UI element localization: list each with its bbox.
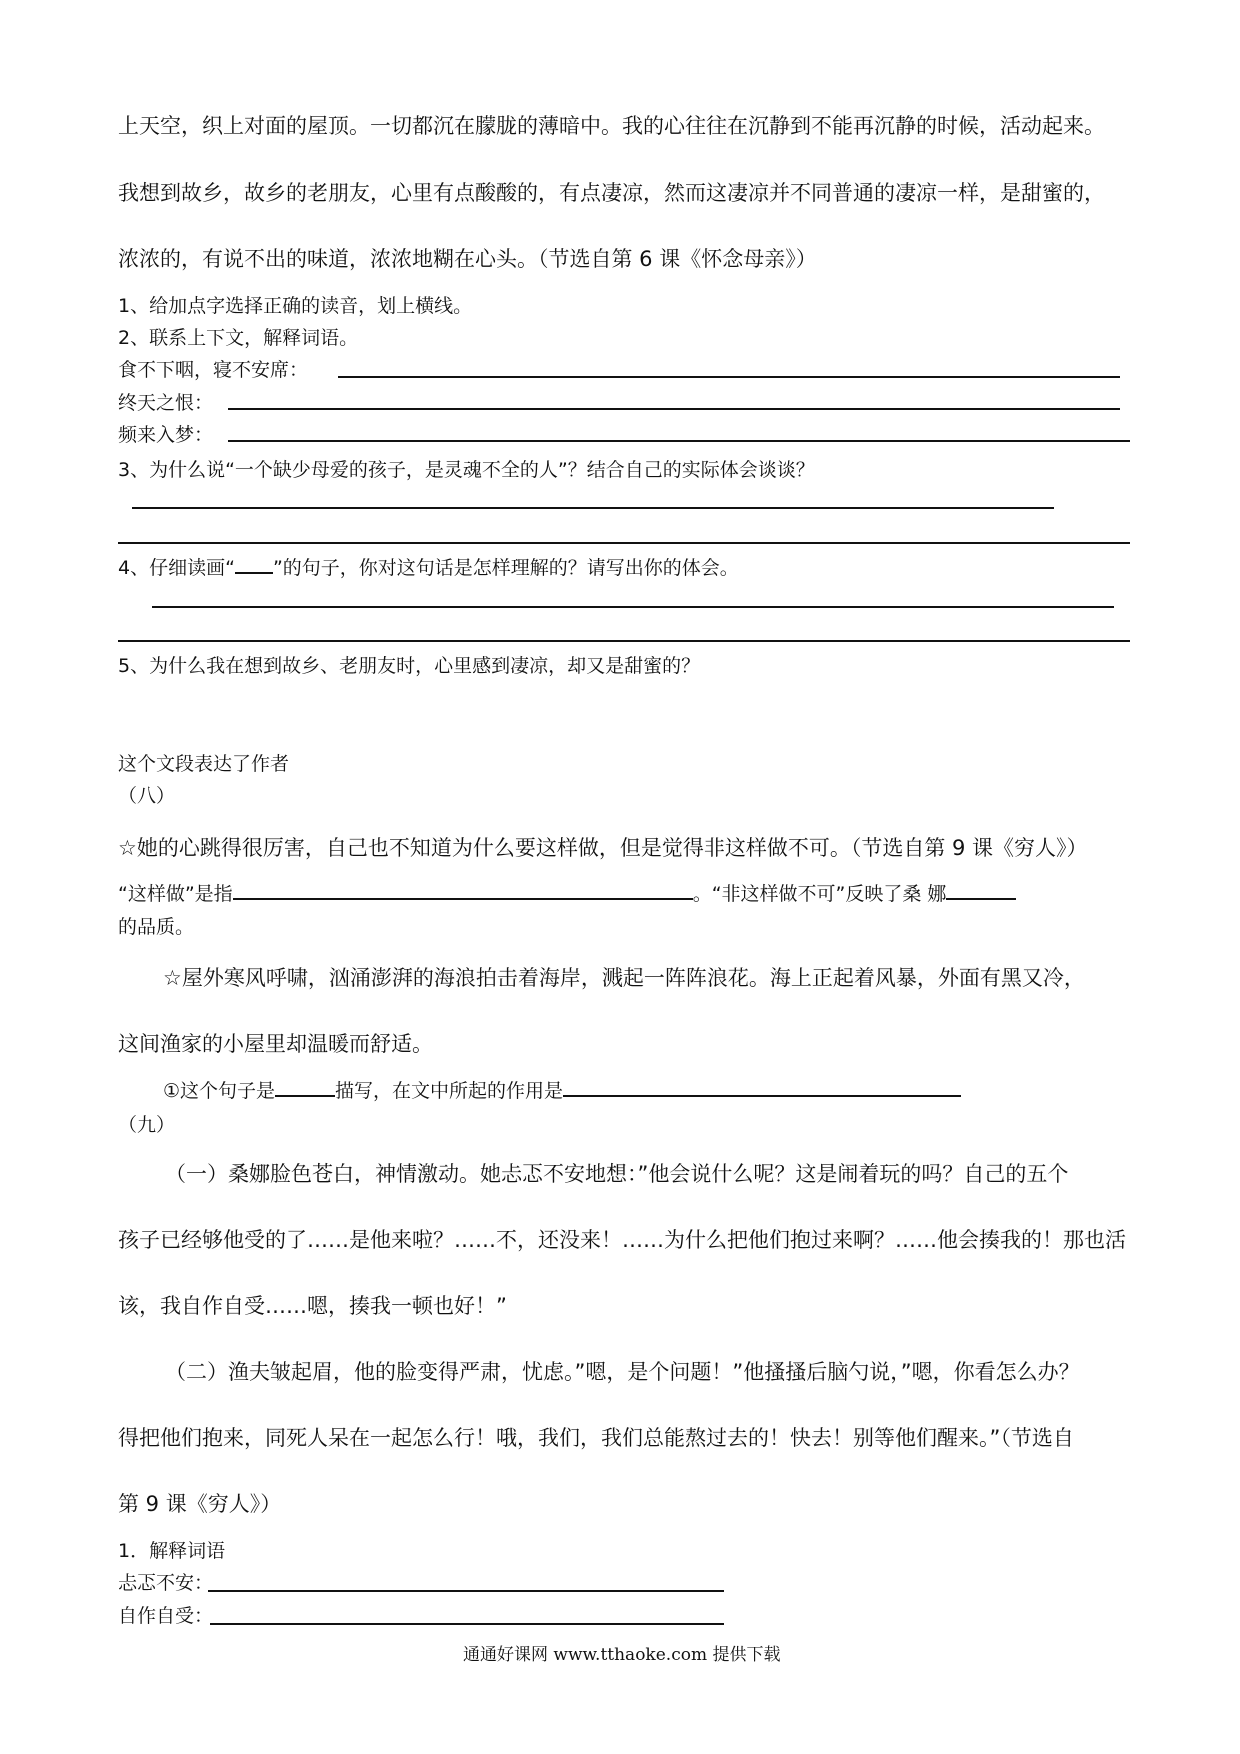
term-label: 频来入梦： [118,424,214,446]
underline-sample [235,554,273,574]
fill-blank: ①这个句子是 描写，在文中所起的作用是 [163,1076,961,1103]
page-footer: 通通好课网 www.tthaoke.com 提供下载 [463,1645,781,1665]
section-heading: （八） [118,785,176,807]
passage-line: 该，我自作自受……嗯，揍我一顿也好！” [118,1294,507,1318]
passage-line: （二）渔夫皱起眉，他的脸变得严肃，忧虑。”嗯，是个问题！”他搔搔后脑勺说，”嗯，你看怎么办？ [165,1360,1080,1384]
answer-line [228,408,1120,410]
passage-line: 得把他们抱来，同死人呆在一起怎么行！哦，我们，我们总能熬过去的！快去！别等他们醒来。”（节选自 [118,1426,1074,1450]
question-1: 1．解释词语 [118,1540,226,1562]
answer-line [210,1623,724,1625]
fill-blank: “这样做”是指 。“非这样做不可”反映了桑 娜 [118,879,1016,906]
answer-line [338,376,1120,378]
passage-line: 我想到故乡，故乡的老朋友，心里有点酸酸的，有点凄凉，然而这凄凉并不同普通的凄凉一样，是甜蜜的， [118,181,1105,205]
question-3: 3、为什么说“一个缺少母爱的孩子，是灵魂不全的人”？结合自己的实际体会谈谈？ [118,459,815,481]
passage-line: 上天空，织上对面的屋顶。一切都沉在朦胧的薄暗中。我的心往往在沉静到不能再沉静的时候，活动起来。 [118,114,1105,138]
term-label: 食不下咽，寝不安席： [118,359,309,381]
term-label: 自作自受： [118,1605,214,1627]
question-2: 2、联系上下文，解释词语。 [118,327,359,349]
answer-line [152,606,1114,608]
answer-line [118,640,1130,642]
question-4: 4、仔细读画“ ”的句子，你对这句话是怎样理解的？请写出你的体会。 [118,553,739,580]
passage-line: 第 9 课《穷人》） [118,1492,282,1516]
answer-line [228,440,1130,442]
term-label: 忐忑不安： [118,1572,214,1594]
answer-line [208,1590,724,1592]
question-5: 5、为什么我在想到故乡、老朋友时，心里感到凄凉，却又是甜蜜的？ [118,655,701,677]
question-6: 这个文段表达了作者 [118,753,290,775]
passage-line: 浓浓的，有说不出的味道，浓浓地糊在心头。（节选自第 6 课《怀念母亲》） [118,247,817,271]
blank-line [275,1077,335,1097]
passage-line: ☆她的心跳得很厉害，自己也不知道为什么要这样做，但是觉得非这样做不可。（节选自第 9 课《穷人》） [118,836,1088,860]
answer-line [118,542,1130,544]
passage-line: （一）桑娜脸色苍白，神情激动。她忐忑不安地想：”他会说什么呢？这是闹着玩的吗？自己的五个 [165,1162,1069,1186]
passage-line: 孩子已经够他受的了……是他来啦？……不，还没来！……为什么把他们抱过来啊？……他会揍我的！那也活 [118,1228,1126,1252]
passage-line: 这间渔家的小屋里却温暖而舒适。 [118,1032,433,1056]
blank-line [233,880,693,900]
blank-line [563,1077,961,1097]
passage-line: ☆屋外寒风呼啸，汹涌澎湃的海浪拍击着海岸，溅起一阵阵浪花。海上正起着风暴，外面有黑又冷， [163,966,1085,990]
question-1: 1、给加点字选择正确的读音，划上横线。 [118,295,473,317]
blank-line [946,880,1016,900]
fill-blank-end: 的品质。 [118,916,195,938]
term-label: 终天之恨： [118,392,214,414]
answer-line [132,507,1054,509]
section-heading: （九） [118,1114,176,1136]
